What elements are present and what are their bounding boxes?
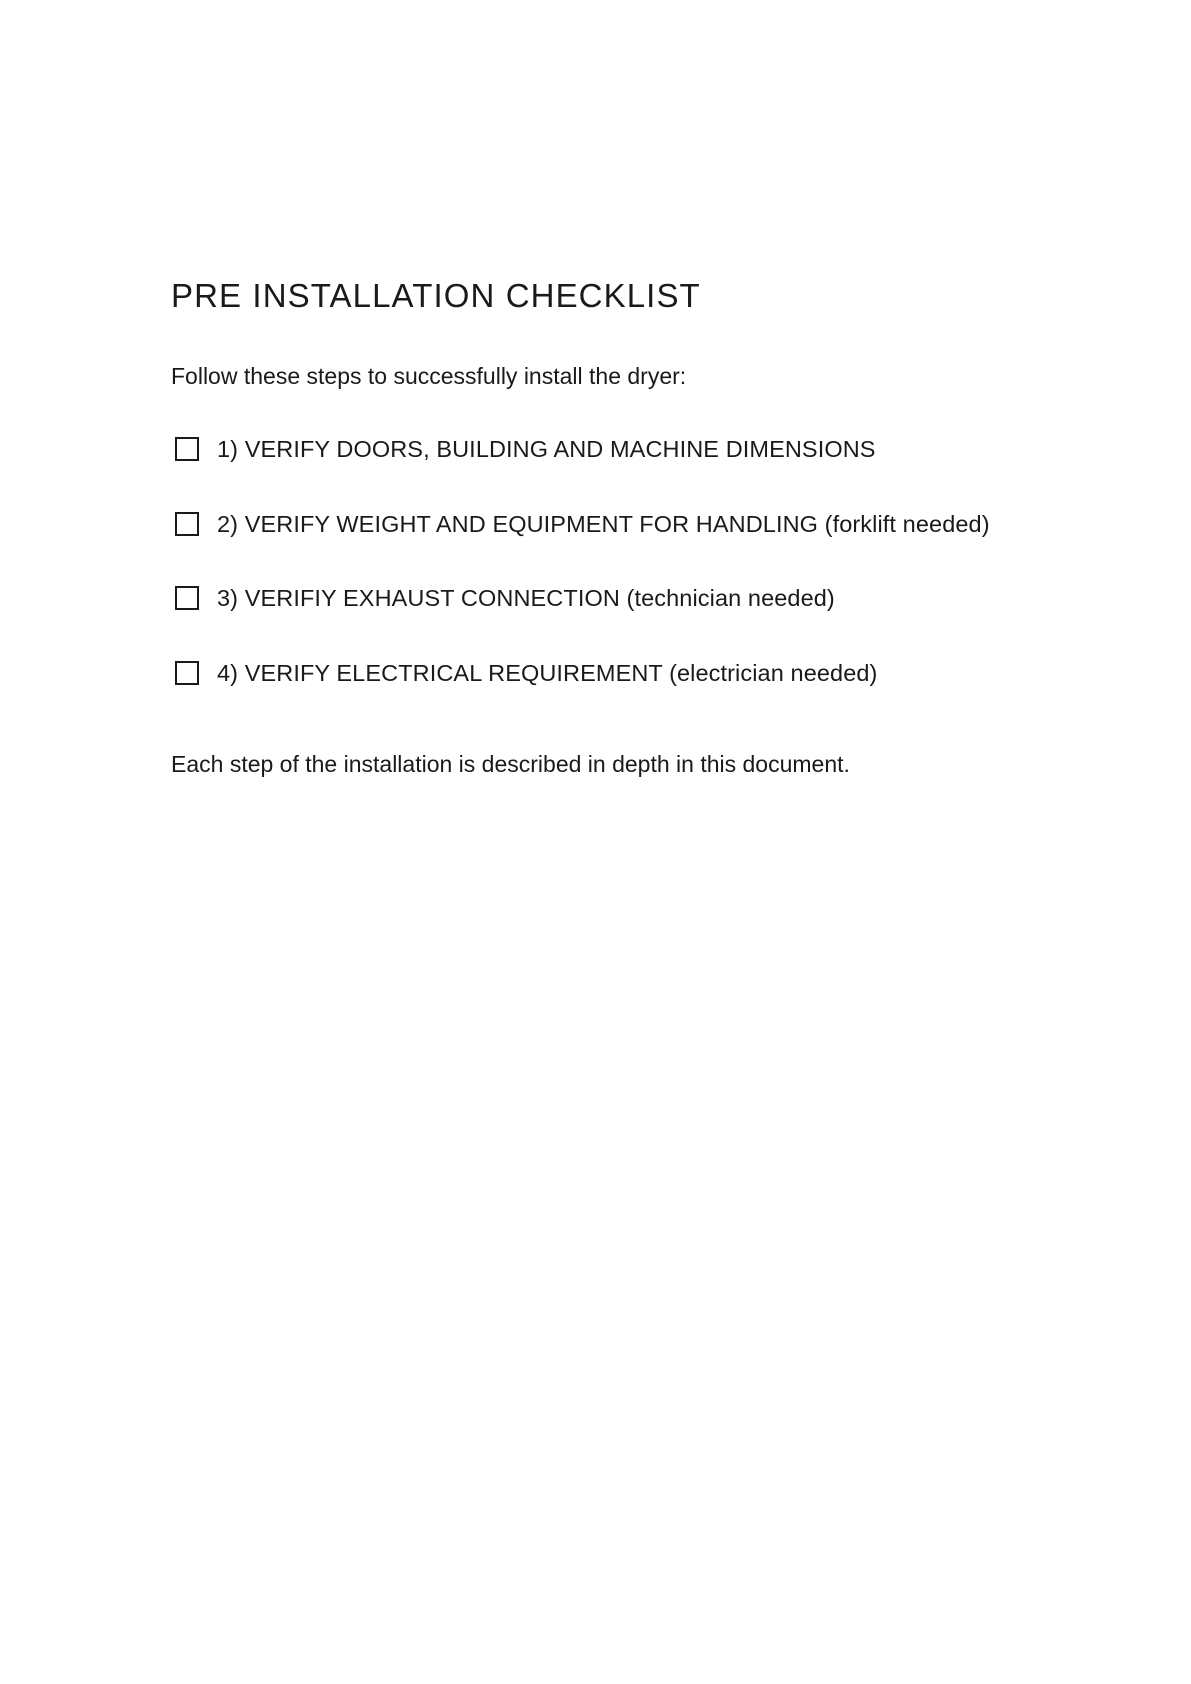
checklist-item-label: 2) VERIFY WEIGHT AND EQUIPMENT FOR HANDLING (forklift needed) — [217, 510, 990, 537]
checklist-item-dimensions — [175, 434, 990, 464]
checklist-item-label: 3) VERIFIY EXHAUST CONNECTION (technician needed) — [217, 585, 835, 611]
checklist-item-label: 4) VERIFY ELECTRICAL REQUIREMENT (electrician needed) — [217, 659, 878, 686]
pre-installation-checklist — [175, 434, 990, 732]
checklist-item-label: 1) VERIFY DOORS, BUILDING AND MACHINE DIMENSIONS — [217, 436, 876, 462]
checkbox[interactable] — [175, 586, 199, 610]
checkbox[interactable] — [175, 437, 199, 461]
checkbox[interactable] — [175, 512, 199, 536]
checklist-item-weight-handling — [175, 509, 990, 539]
intro-text: Follow these steps to successfully install the dryer: — [171, 363, 687, 389]
checkbox[interactable] — [175, 661, 199, 685]
page-title: PRE INSTALLATION CHECKLIST — [171, 277, 701, 314]
checklist-item-exhaust — [175, 583, 990, 613]
checklist-item-electrical — [175, 658, 990, 688]
outro-text: Each step of the installation is described in depth in this document. — [171, 751, 850, 777]
